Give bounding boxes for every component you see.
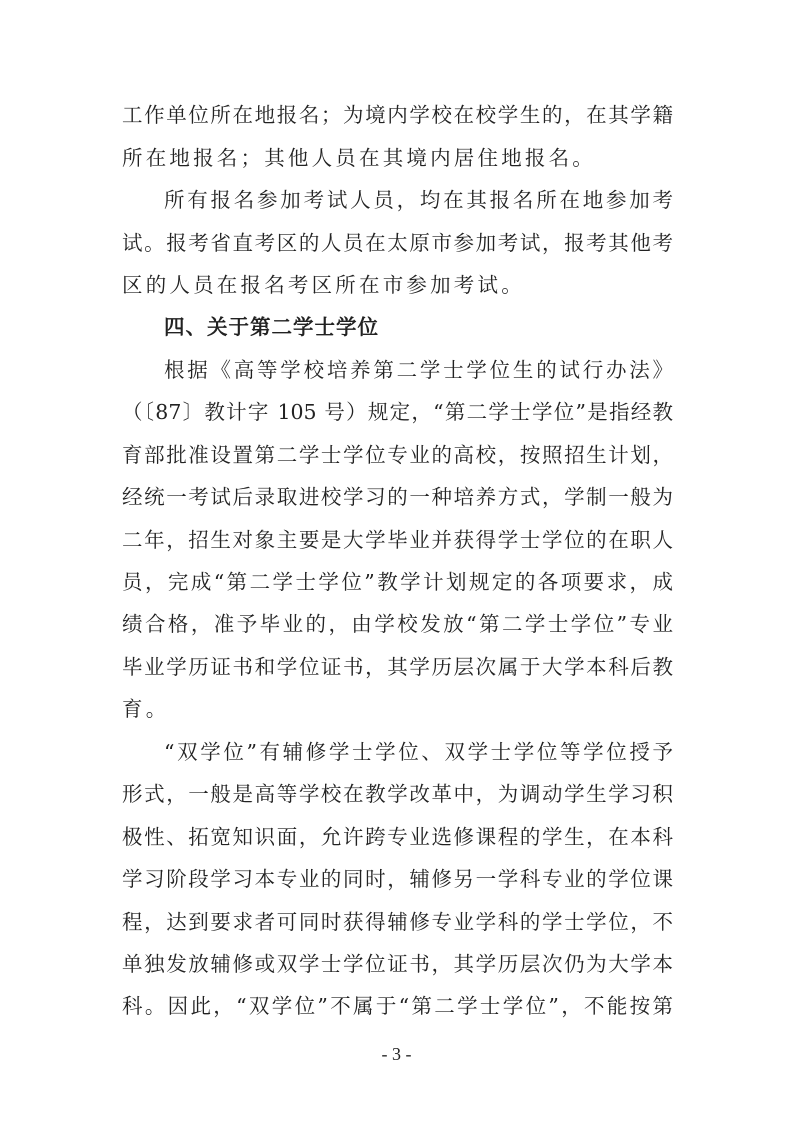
text-line: 科。因此，“双学位”不属于“第二学士学位”，不能按第: [122, 994, 673, 1018]
text-line: 二年，招生对象主要是大学毕业并获得学士学位的在职人: [122, 528, 673, 552]
text-line: 极性、拓宽知识面，允许跨专业选修课程的学生，在本科: [122, 825, 673, 849]
text-line: 单独发放辅修或双学士学位证书，其学历层次仍为大学本: [122, 952, 673, 976]
text-line: 学习阶段学习本专业的同时，辅修另一学科专业的学位课: [122, 867, 673, 891]
text-line: 形式，一般是高等学校在教学改革中，为调动学生学习积: [122, 782, 673, 806]
page-number: - 3 -: [381, 1044, 412, 1064]
text-line: 所在地报名；其他人员在其境内居住地报名。: [122, 146, 596, 170]
text-line: 程，达到要求者可同时获得辅修专业学科的学士学位，不: [122, 910, 673, 934]
text-line: 经统一考试后录取进校学习的一种培养方式，学制一般为: [122, 485, 673, 509]
text-line: （〔87〕教计字 105 号）规定，“第二学士学位”是指经教: [122, 400, 673, 424]
text-line: 根据《高等学校培养第二学士学位生的试行办法》: [164, 358, 673, 382]
text-line: 育部批准设置第二学士学位专业的高校，按照招生计划，: [122, 443, 673, 467]
text-line: 育。: [122, 697, 170, 721]
text-line: 所有报名参加考试人员，均在其报名所在地参加考: [164, 188, 673, 212]
text-line: 试。报考省直考区的人员在太原市参加考试，报考其他考: [122, 231, 673, 255]
text-line: 毕业学历证书和学位证书，其学历层次属于大学本科后教: [122, 655, 673, 679]
text-line: 绩合格，准予毕业的，由学校发放“第二学士学位”专业: [122, 612, 673, 636]
text-line: 区的人员在报名考区所在市参加考试。: [122, 273, 525, 297]
text-line: “双学位”有辅修学士学位、双学士学位等学位授予: [164, 740, 673, 764]
text-line: 工作单位所在地报名；为境内学校在校学生的，在其学籍: [122, 103, 673, 127]
section-heading: 四、关于第二学士学位: [164, 315, 379, 339]
text-line: 员，完成“第二学士学位”教学计划规定的各项要求，成: [122, 570, 673, 594]
